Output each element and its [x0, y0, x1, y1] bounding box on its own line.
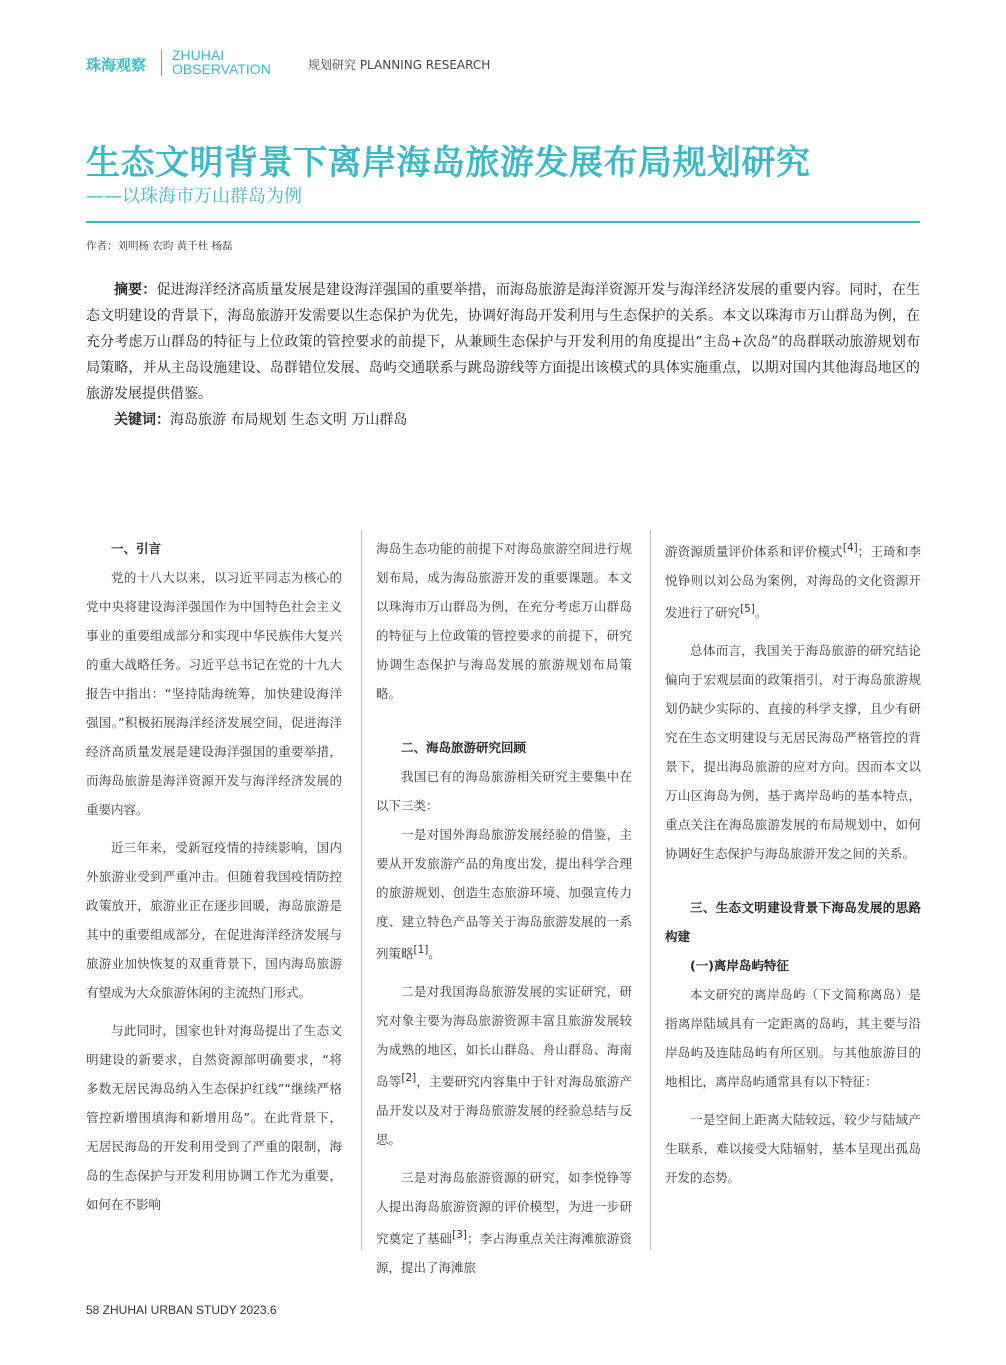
- section-heading-intro: 一、引言: [111, 541, 162, 556]
- body-paragraph: 与此同时，国家也针对海岛提出了生态文明建设的新要求，自然资源部明确要求，“将多数无居民海岛纳入生态保护红线”“继续严格管控新增围填海和新增用岛”。在此背景下，无居民海岛的开发利用受到了严重的限制，海岛的生态保护与开发利用协调工作尤为重要，如何在不影响: [86, 1023, 342, 1212]
- paragraph-gap: [665, 1096, 921, 1105]
- body-paragraph: 我国已有的海岛旅游相关研究主要集中在以下三类：: [376, 769, 632, 813]
- keywords-label: 关键词：: [114, 412, 170, 428]
- citation-ref: [1]: [413, 944, 429, 956]
- body-text: 。: [428, 946, 441, 962]
- abstract-block: [86, 277, 920, 433]
- body-column-2: [376, 534, 632, 1282]
- section-heading-review: 二、海岛旅游研究回顾: [401, 740, 527, 755]
- body-paragraph: 本文研究的离岸岛屿（下文简称离岛）是指离岸陆域具有一定距离的岛屿，其主要与沿岸岛屿及连陆岛屿有所区别。与其他旅游目的地相比，离岸岛屿通常具有以下特征：: [665, 987, 921, 1090]
- body-text: 。: [754, 605, 768, 621]
- subsection-heading: (一)离岸岛屿特征: [690, 958, 789, 974]
- body-paragraph: 总体而言，我国关于海岛旅游的研究结论偏向于宏观层面的政策指引，对于海岛旅游规划仍缺少实际的、直接的科学支撑，且少有研究在生态文明建设与无居民海岛严格管控的背景下，提出海岛旅游的应对方向。因而本文以万山区海岛为例，基于离岸岛屿的基本特点，重点关注在海岛旅游发展的布局规划中，如何协调好生态保护与海岛旅游开发之间的关系。: [665, 643, 921, 862]
- title-divider: [86, 221, 920, 223]
- body-text: ；王琦和李悦铮则以刘公岛为案例，对海岛的文化资源开发进行了研究: [665, 544, 921, 621]
- body-paragraph: 一是空间上距离大陆较远，较少与陆域产生联系，难以接受大陆辐射，基本呈现出孤岛开发的态势。: [665, 1112, 921, 1186]
- body-column-1: [86, 534, 342, 1219]
- brand-divider: [161, 50, 162, 76]
- body-text: ；李占海重点关注海滩旅游资源，提出了海滩旅: [376, 1231, 632, 1276]
- citation-ref: [4]: [842, 542, 858, 554]
- article-title: 生态文明背景下离岸海岛旅游发展布局规划研究: [86, 143, 811, 183]
- body-paragraph: [376, 1163, 632, 1282]
- paragraph-gap: [665, 627, 921, 636]
- body-text: 三是对海岛旅游资源的研究，如李悦铮等人提出海岛旅游资源的评价模型，为进一步研究奠定了基础: [376, 1170, 632, 1247]
- brand-name-en: [172, 48, 271, 76]
- body-paragraph: [665, 534, 921, 627]
- body-paragraph: [376, 977, 632, 1154]
- brand-name-cn: 珠海观察: [86, 56, 147, 74]
- section-heading-framework: 三、生态文明建设背景下海岛发展的思路构建: [665, 900, 921, 945]
- paragraph-gap: [376, 968, 632, 977]
- paragraph-gap: [86, 1007, 342, 1016]
- abstract-label: 摘要：: [114, 282, 157, 298]
- keywords-text: 海岛旅游 布局规划 生态文明 万山群岛: [170, 412, 408, 428]
- keywords-paragraph: [86, 407, 920, 433]
- abstract-text: 促进海洋经济高质量发展是建设海洋强国的重要举措，而海岛旅游是海洋资源开发与海洋经济发展的重要内容。同时，在生态文明建设的背景下，海岛旅游开发需要以生态保护为优先，协调好海岛开发利用与生态保护的关系。本文以珠海市万山群岛为例，在充分考虑万山群岛的特征与上位政策的管控要求的前提下，从兼顾生态保护与开发利用的角度提出“主岛+次岛”的岛群联动旅游规划布局策略，并从主岛设施建设、岛群错位发展、岛屿交通联系与跳岛游线等方面提出该模式的具体实施重点，以期对国内其他海岛地区的旅游发展提供借鉴。: [86, 282, 921, 402]
- brand-name-en-line2: OBSERVATION: [172, 61, 271, 77]
- article-subtitle: ——以珠海市万山群岛为例: [86, 186, 302, 207]
- body-text: 二是对我国海岛旅游发展的实证研究，研究对象主要为海岛旅游资源丰富且旅游发展较为成熟的地区，如长山群岛、舟山群岛、海南岛等: [376, 984, 632, 1090]
- body-text: 游资源质量评价体系和评价模式: [665, 544, 843, 560]
- paragraph-gap: [376, 1154, 632, 1163]
- author-line: 作者：刘明杨 农昀 黄千杜 杨磊: [86, 240, 233, 252]
- page-footer: 58 ZHUHAI URBAN STUDY 2023.6: [86, 1303, 277, 1317]
- body-paragraph: 党的十八大以来，以习近平同志为核心的党中央将建设海洋强国作为中国特色社会主义事业的重要组成部分和实现中华民族伟大复兴的重大战略任务。习近平总书记在党的十九大报告中指出：“坚持陆海统筹，加快建设海洋强国。”积极拓展海洋经济发展空间，促进海洋经济高质量发展是建设海洋强国的重要举措，而海岛旅游是海洋资源开发与海洋经济发展的重要内容。: [86, 570, 342, 817]
- body-text: 一是对国外海岛旅游发展经验的借鉴，主要从开发旅游产品的角度出发，提出科学合理的旅游规划、创造生态旅游环境、加强宣传力度、建立特色产品等关于海岛旅游发展的一系列策略: [376, 827, 632, 962]
- body-column-3: [665, 534, 921, 1192]
- citation-ref: [5]: [740, 603, 755, 616]
- column-divider-2: [650, 530, 651, 1250]
- body-paragraph: 近三年来，受新冠疫情的持续影响，国内外旅游业受到严重冲击。但随着我国疫情防控政策放开，旅游业正在逐步回暖，海岛旅游是其中的重要组成部分，在促进海洋经济发展与旅游业加快恢复的双重背景下，国内海岛旅游有望成为大众旅游休闲的主流热门形式。: [86, 840, 342, 1000]
- body-text: ，主要研究内容集中于针对海岛旅游产品开发以及对于海岛旅游发展的经验总结与反思。: [376, 1074, 632, 1148]
- citation-ref: [3]: [452, 1229, 467, 1242]
- abstract-paragraph: [86, 277, 920, 407]
- section-gap: [376, 708, 632, 733]
- body-paragraph: [376, 820, 632, 968]
- section-gap: [665, 868, 921, 893]
- citation-ref: [2]: [401, 1072, 417, 1085]
- brand-name-en-line1: ZHUHAI: [172, 47, 225, 63]
- column-divider-1: [361, 530, 362, 1250]
- section-tag: 规划研究 PLANNING RESEARCH: [308, 58, 491, 72]
- body-paragraph: 海岛生态功能的前提下对海岛旅游空间进行规划布局，成为海岛旅游开发的重要课题。本文以珠海市万山群岛为例，在充分考虑万山群岛的特征与上位政策的管控要求的前提下，研究协调生态保护与海岛发展的旅游规划布局策略。: [376, 541, 632, 701]
- paragraph-gap: [86, 824, 342, 833]
